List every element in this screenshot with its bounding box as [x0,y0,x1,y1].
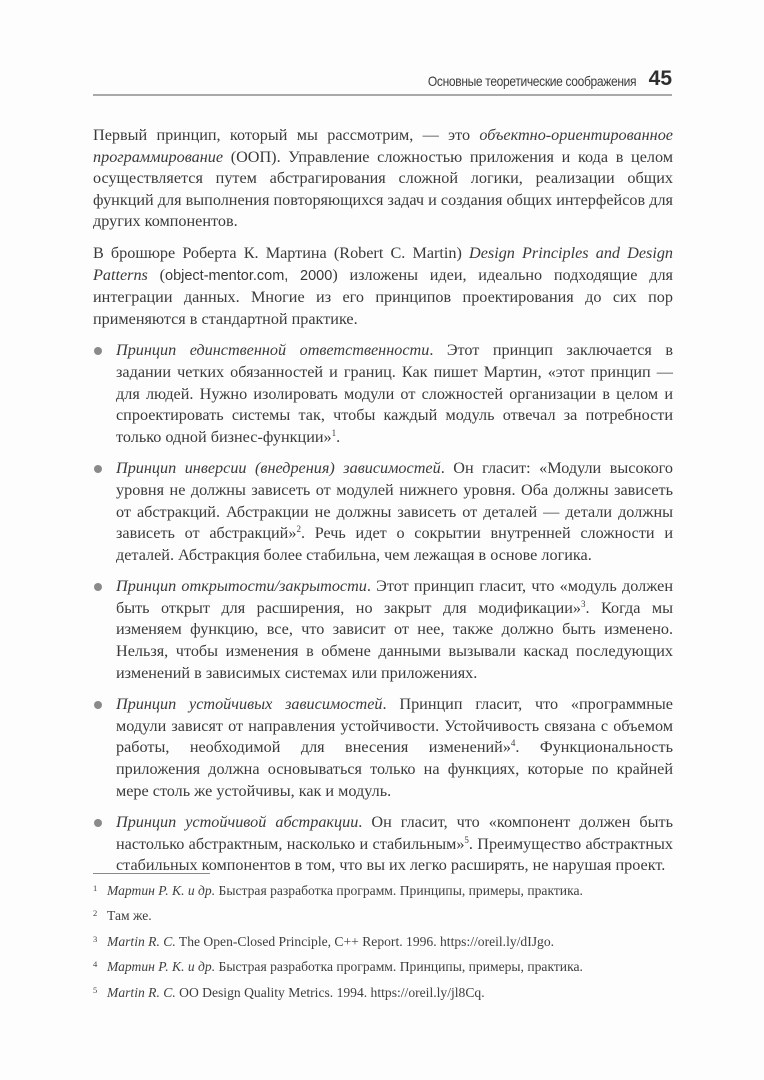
footnote-number: 5 [93,984,98,995]
footnote [93,904,673,929]
text: . Речь идет о сокрытии внутренней сложности и деталей. Абстракция более стабильна, чем лежащая в основе логика. [116,524,673,564]
footnote-author: Мартин Р. К. и др. [107,883,216,898]
bullet-icon [94,347,102,355]
footnote [93,879,673,904]
text: В брошюре Роберта К. Мартина (Robert C. Martin) [93,243,470,262]
footnote-text [107,955,583,978]
source-reference: object-mentor.com, 2000 [165,267,333,284]
bullet-icon [94,465,102,473]
text: . Он гласит: «Модули высокого уровня не должны зависеть от модулей нижнего уровня. Оба должны зависеть от абстракций. Абстракции не должны зависеть от деталей — детали должны зависеть от абстракций» [116,459,673,543]
footnote-body: Быстрая разработка программ. Принципы, примеры, практика. [215,883,583,898]
body-text [93,125,673,887]
text: ( [147,265,166,284]
footnote-ref: 2 [296,524,301,535]
list-item [93,694,673,802]
text: . Он гласит, что «компонент должен быть настолько абстрактным, насколько и стабильным» [116,813,673,853]
principles-list [93,340,673,877]
chapter-title: Основные теоретические соображения [428,73,637,89]
text: (ООП). Управление сложностью приложения и кода в целом осуществляется путем абстрагирования сложной логики, реализации общих функций для выполнения повторяющихся задач и создания общих интерфейсов для других компонентов. [93,147,673,231]
footnote-body: Быстрая разработка программ. Принципы, примеры, практика. [215,959,583,975]
footnote-ref: 3 [581,598,586,609]
footnote-number: 2 [93,908,98,919]
text: Первый принцип, который мы рассмотрим, — это [93,126,480,144]
footnote-body: The Open-Closed Principle, C++ Report. 1996. https://oreil.ly/dIJgo. [175,933,555,949]
text: ) изложены идеи, идеально подходящие для интеграции данных. Многие из его принципов проектирования до сих пор применяются в стандартной практике. [93,265,673,328]
text: . Преимущество абстрактных стабильных компонентов в том, что вы их легко расширять, не нарушая проект. [116,834,674,875]
text: . Функциональность приложения должна основываться только на функциях, которые по крайней мере столь же устойчивы, как и модуль. [116,738,673,800]
footnote-ref: 1 [331,427,337,438]
footnote-ref: 4 [510,738,516,749]
text: . [336,427,341,446]
footnotes [93,879,673,1006]
footnote-text [107,879,583,902]
footnote [93,930,673,955]
footnote-number: 4 [93,959,98,970]
list-item [93,576,673,684]
page-number: 45 [648,67,672,90]
footnote-number: 3 [93,933,98,944]
text: . Этот принцип заключается в задании четких обязанностей и границ. Как пишет Мартин, «этот принцип — для людей. Нужно изолировать модули от сложностей организации в целом и спроектировать системы так, чтобы каждый модуль отвечал за потребности только одной бизнес-функции» [116,341,673,446]
running-header [93,66,672,96]
list-item [93,340,673,448]
footnote-ref: 5 [464,834,469,845]
text: . Этот принцип гласит, что «модуль должен быть открыт для расширения, но закрыт для модификации» [116,577,673,617]
footnote [93,981,673,1006]
text: . Когда мы изменяем функцию, все, что зависит от нее, также должно быть изменено. Нельзя, чтобы изменения в обмене данными вызывали каскад последующих изменений в зависимых системах или приложениях. [116,598,673,682]
footnote-body: OO Design Quality Metrics. 1994. https://oreil.ly/jl8Cq. [175,984,485,1000]
footnote-author: Мартин Р. К. и др. [107,959,216,975]
paragraph-martin [93,243,673,330]
footnote-text [107,904,152,927]
footnote-text [107,930,554,953]
bullet-icon [94,819,102,827]
emphasis-term: объектно-ориентированное программирование [93,126,673,166]
footnote-author: Martin R. C. [107,933,176,949]
book-title: Design Principles and Design Patterns [93,243,674,284]
principle-title: Принцип единственной ответственности [116,341,430,360]
footnote-body: Там же. [107,908,152,924]
footnote [93,955,673,980]
paragraph-oop [93,125,673,233]
bullet-icon [94,583,102,591]
bullet-icon [94,701,102,709]
footnote-text [107,981,485,1004]
principle-title: Принцип инверсии (внедрения) зависимостей [116,459,441,478]
list-item [93,458,673,566]
footnote-separator [93,873,210,874]
footnote-author: Martin R. C. [107,984,176,1000]
principle-title: Принцип устойчивых зависимостей [116,695,383,714]
text: . Принцип гласит, что «программные модули зависят от направления устойчивости. Устойчивость связана с объемом работы, необходимой для внесения изменений» [116,695,673,757]
footnote-number: 1 [93,883,98,893]
list-item [93,812,673,877]
principle-title: Принцип устойчивой абстракции [116,813,359,832]
principle-title: Принцип открытости/закрытости [116,577,367,596]
